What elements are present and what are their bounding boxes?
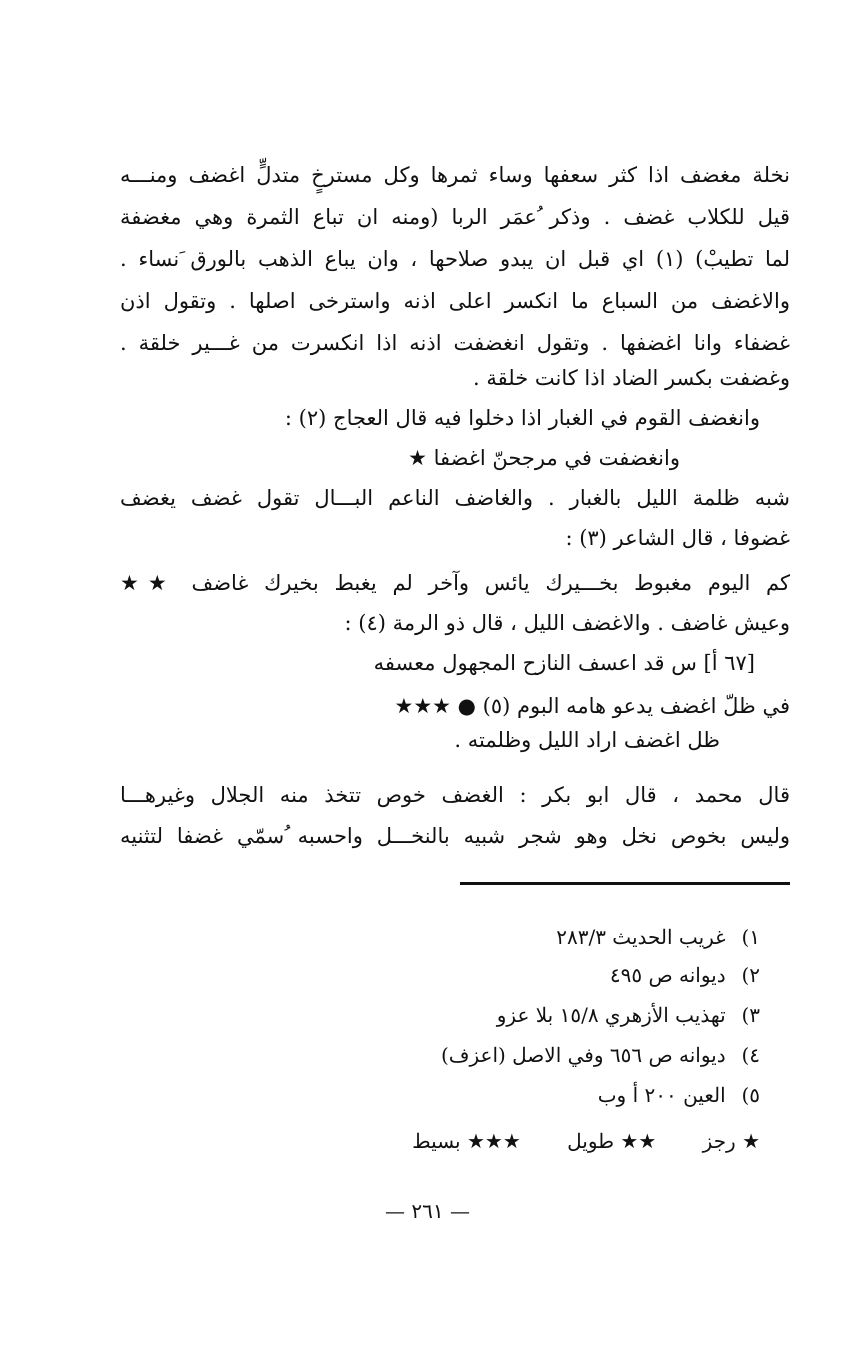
page-number: — ٢٦١ — <box>385 1199 470 1223</box>
text-line: غضفاء وانا اغضفها . وتقول انغضفت اذنه اذا انكسرت من غـــير خلقة . <box>120 331 790 355</box>
footnote <box>497 996 760 1034</box>
footnote-text: ديوانه ص ٦٥٦ وفي الاصل (اعزف) <box>440 1043 726 1067</box>
footnote <box>556 918 760 956</box>
text-line: نخلة مغضف اذا كثر سعفها وساء ثمرها وكل مسترخٍ متدلٍّ اغضف ومنـــه <box>120 163 790 187</box>
footnote-text: غريب الحديث ٢٨٣/٣ <box>556 925 726 949</box>
footnote <box>610 956 760 994</box>
footnote-number: ٤) <box>741 1043 760 1067</box>
text-line: ظل اغضف اراد الليل وظلمته . <box>454 728 720 752</box>
footnote-number: ٥) <box>741 1083 760 1107</box>
footnote-number: ٢) <box>741 963 760 987</box>
footnote <box>598 1076 760 1114</box>
text-line: قيل للكلاب غضف . وذكر ُعمَر الربا (ومنه ان تباع الثمرة وهي مغضفة <box>120 205 790 229</box>
verse-line: في ظلّ اغضف يدعو هامه البوم (٥) ● ★★★ <box>394 694 790 718</box>
footnote-number: ١) <box>741 925 760 949</box>
verse-line: [٦٧ أ] س قد اعسف النازح المجهول معسفه <box>373 651 755 675</box>
footnote-text: تهذيب الأزهري ١٥/٨ بلا عزو <box>496 1003 726 1027</box>
footnote <box>441 1036 760 1074</box>
text-line: وليس بخوص نخل وهو شجر شبيه بالنخـــل واحسبه ُسمّي غضفا لتثنيه <box>120 824 790 848</box>
text-line: شبه ظلمة الليل بالغبار . والغاضف الناعم البـــال تقول غضف يغضف <box>120 486 790 510</box>
text-line: وعيش غاضف . والاغضف الليل ، قال ذو الرمة (٤) : <box>344 611 790 635</box>
meter-tawil: ★★ طويل <box>567 1129 657 1153</box>
text-line: قال محمد ، قال ابو بكر : الغضف خوص تتخذ منه الجلال وغيرهـــا <box>120 783 790 807</box>
footnote-text: العين ٢٠٠ أ وب <box>597 1083 726 1107</box>
footnote-text: ديوانه ص ٤٩٥ <box>609 963 726 987</box>
text-line: وانغضف القوم في الغبار اذا دخلوا فيه قال العجاج (٢) : <box>284 406 760 430</box>
text-line: لما تطيبْ) (١) اي قبل ان يبدو صلاحها ، وان يباع الذهب بالورق َنساء . <box>120 247 790 271</box>
meter-legend <box>372 1122 760 1160</box>
meter-rajaz: ★ رجز <box>702 1129 760 1153</box>
text-line: غضوفا ، قال الشاعر (٣) : <box>565 526 790 550</box>
verse-line: وانغضفت في مرجحنّ اغضفا ★ <box>408 446 680 470</box>
meter-basit: ★★★ بسيط <box>412 1129 521 1153</box>
footnote-number: ٣) <box>741 1003 760 1027</box>
text-line: والاغضف من السباع ما انكسر اعلى اذنه واسترخى اصلها . وتقول اذن <box>120 289 790 313</box>
verse-line: كم اليوم مغبوط بخـــيرك يائس وآخر لم يغبط بخيرك غاضف ★★ <box>120 571 790 595</box>
footnote-divider <box>460 882 790 885</box>
text-line: وغضفت بكسر الضاد اذا كانت خلقة . <box>473 366 790 390</box>
